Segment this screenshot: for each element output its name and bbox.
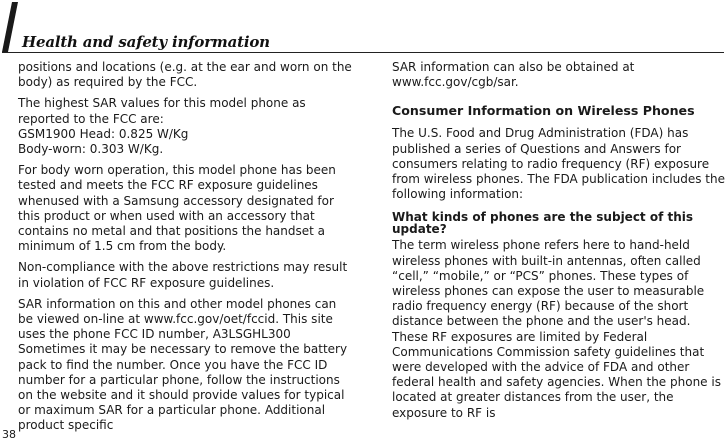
right-paragraph-1: SAR information can also be obtained at www.fcc.gov/cgb/sar. [392, 60, 635, 90]
left-column [18, 60, 354, 440]
sar-body-value: Body-worn: 0.303 W/Kg. [18, 142, 164, 157]
right-paragraph-2: The U.S. Food and Drug Administration (FDA) has published a series of Questions and Answers for consumers relating to radio frequency (RF) exposure from wireless phones. The FDA publication includes the following information: [392, 126, 725, 202]
header-divider [2, 52, 724, 53]
left-paragraph-1: positions and locations (e.g. at the ear and worn on the body) as required by the FCC. [18, 60, 352, 90]
sar-intro-line: The highest SAR values for this model phone as reported to the FCC are: [18, 96, 306, 126]
sub-heading: What kinds of phones are the subject of this update? [392, 210, 694, 236]
header-slanted-bar [2, 2, 18, 52]
left-paragraph-3: For body worn operation, this model phone has been tested and meets the FCC RF exposure guidelines whenused with a Samsung accessory designated for this product or when used with an accessory that contains no metal and that positions the handset a minimum of 1.5 cm from the body. [18, 163, 336, 254]
header-bar-shape [2, 2, 18, 52]
page-header-title: Health and safety information [22, 33, 270, 51]
section-heading: Consumer Information on Wireless Phones [392, 103, 695, 119]
sar-head-value: GSM1900 Head: 0.825 W/Kg [18, 126, 189, 141]
right-column [392, 60, 726, 427]
left-paragraph-4: Non-compliance with the above restrictions may result in violation of FCC RF exposure guidelines. [18, 260, 348, 290]
page-number: 38 [2, 428, 16, 441]
left-paragraph-5: SAR information on this and other model phones can be viewed on-line at www.fcc.gov/oet/fccid. This site uses the phone FCC ID number, A3LSGHL300 Sometimes it may be necessary to remove the battery pack to find the number. Once you have the FCC ID number for a particular phone, follow the instructions on the website and it should provide values for typical or maximum SAR for a particular phone. Additional product specific [18, 296, 348, 433]
right-paragraph-3: The term wireless phone refers here to hand-held wireless phones with built-in antennas, often called “cell,” “mobile,” or “PCS” phones. These types of wireless phones can expose the user to measurable radio frequency energy (RF) because of the short distance between the phone and the user's head. These RF exposures are limited by Federal Communications Commission safety guidelines that were developed with the advice of FDA and other federal health and safety agencies. When the phone is located at greater distances from the user, the exposure to RF is [392, 238, 721, 420]
sar-values-paragraph [18, 96, 354, 157]
